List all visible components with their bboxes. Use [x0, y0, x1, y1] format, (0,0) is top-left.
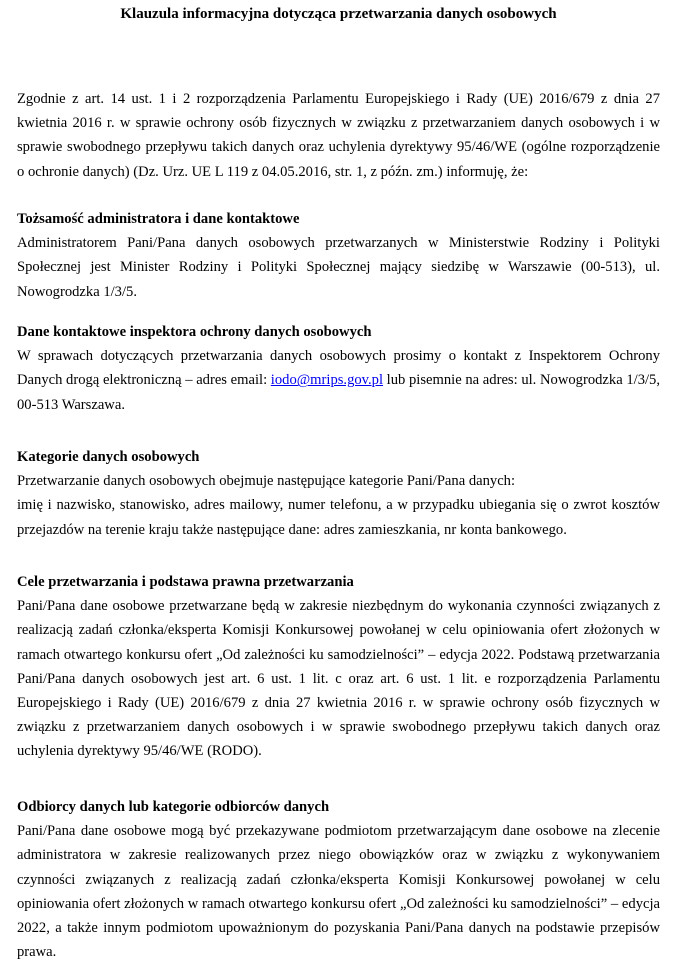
section-heading: Kategorie danych osobowych	[17, 449, 200, 465]
section-heading: Tożsamość administratora i dane kontaktowe	[17, 211, 300, 227]
iod-email-link[interactable]: iodo@mrips.gov.pl	[270, 372, 384, 389]
section-categories	[17, 445, 660, 542]
section-body: Administratorem Pani/Pana danych osobowych przetwarzanych w Ministerstwie Rodziny i Polityki Społecznej jest Minister Rodziny i Polityki Społecznej mający siedzibę w Warszawie (00-513), ul. Nowogrodzka 1/3/5.	[17, 235, 660, 300]
categories-line-2: imię i nazwisko, stanowisko, adres mailowy, numer telefonu, a w przypadku ubiegania się o zwrot kosztów przejazdów na terenie kraju także następujące dane: adres zamieszkania, nr konta bankowego.	[17, 497, 660, 538]
categories-line-1: Przetwarzanie danych osobowych obejmuje następujące kategorie Pani/Pana danych:	[17, 473, 516, 490]
intro-paragraph: Zgodnie z art. 14 ust. 1 i 2 rozporządzenia Parlamentu Europejskiego i Rady (UE) 2016/679 z dnia 27 kwietnia 2016 r. w sprawie ochrony osób fizycznych w związku z przetwarzaniem danych osobowych i w sprawie swobodnego przepływu takich danych oraz uchylenia dyrektywy 95/46/WE (ogólne rozporządzenie o ochronie danych) (Dz. Urz. UE L 119 z 04.05.2016, str. 1, z późn. zm.) informuję, że:	[17, 91, 660, 180]
section-recipients	[17, 795, 660, 964]
section-body: Pani/Pana dane osobowe mogą być przekazywane podmiotom przetwarzającym dane osobowe na zlecenie administratora w zakresie realizowanych przez niego obowiązków oraz w związku z wykonywaniem czynności związanych z realizacją zadań członka/eksperta Komisji Konkursowej powołanej w celu opiniowania ofert złożonych w ramach otwartego konkursu ofert „Od zależności ku samodzielności” – edycja 2022, a także innym podmiotom upoważnionym do pozyskania Pani/Pana danych na podstawie przepisów prawa.	[17, 823, 660, 961]
section-identity	[17, 207, 660, 304]
section-body: Pani/Pana dane osobowe przetwarzane będą w zakresie niezbędnym do wykonania czynności związanych z realizacją zadań członka/eksperta Komisji Konkursowej powołanej w celu opiniowania ofert złożonych w ramach otwartego konkursu ofert „Od zależności ku samodzielności” – edycja 2022. Podstawą przetwarzania Pani/Pana danych osobowych jest art. 6 ust. 1 lit. c oraz art. 6 ust. 1 lit. e rozporządzenia Parlamentu Europejskiego i Rady (UE) 2016/679 z dnia 27 kwietnia 2016 r. w sprawie ochrony osób fizycznych w związku z przetwarzaniem danych osobowych i w sprawie swobodnego przepływu takich danych oraz uchylenia dyrektywy 95/46/WE (RODO).	[17, 598, 660, 760]
section-heading: Odbiorcy danych lub kategorie odbiorców danych	[17, 799, 330, 815]
document-title: Klauzula informacyjna dotycząca przetwarzania danych osobowych	[120, 6, 557, 22]
iod-text-before: W sprawach dotyczących przetwarzania danych osobowych prosimy o kontakt z Inspektorem Ochrony Danych drogą elektroniczną – adres email:	[17, 348, 660, 389]
section-purposes	[17, 570, 660, 764]
section-iod	[17, 320, 660, 417]
section-heading: Cele przetwarzania i podstawa prawna przetwarzania	[17, 574, 354, 590]
iod-text-after: lub pisemnie na adres: ul. Nowogrodzka 1/3/5, 00-513 Warszawa.	[17, 372, 660, 413]
section-heading: Dane kontaktowe inspektora ochrony danych osobowych	[17, 324, 372, 340]
section-body	[17, 344, 660, 417]
